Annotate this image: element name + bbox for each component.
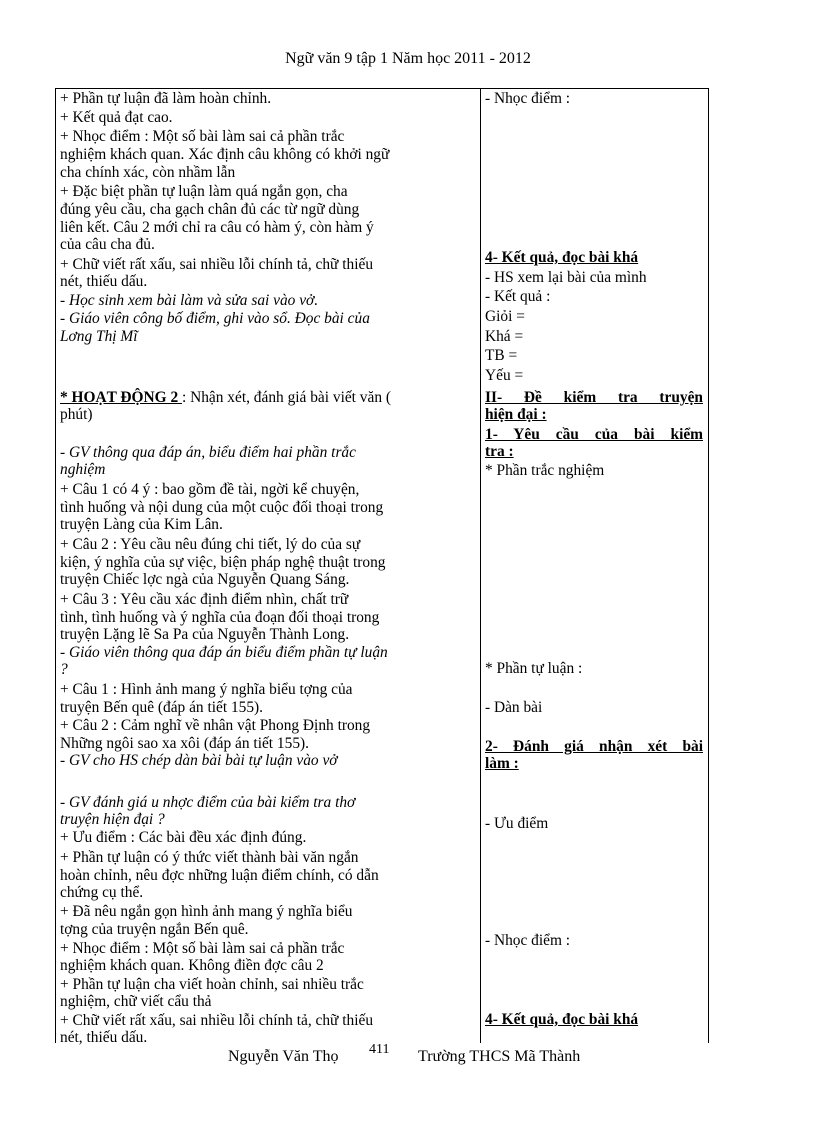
left-line: + Phần tự luận cha viết hoàn chỉnh, sai nhiều trắc <box>60 976 364 993</box>
right-heading: 4- Kết quả, đọc bài khá <box>485 1011 639 1028</box>
activity-heading-rest: : Nhận xét, đánh giá bài viết văn ( <box>182 389 391 406</box>
left-line: - Giáo viên công bố điểm, ghi vào sổ. Đọc bài của <box>60 310 370 327</box>
right-line: Yếu = <box>485 367 524 384</box>
left-line: đúng yêu cầu, cha gạch chân đủ các từ ngữ dùng <box>60 201 360 218</box>
left-line: tợng của truyện ngắn Bến quê. <box>60 921 249 938</box>
left-line: nghiệm <box>60 461 106 478</box>
left-line: + Đã nêu ngắn gọn hình ảnh mang ý nghĩa biểu <box>60 903 353 920</box>
footer-page-number: 411 <box>369 1042 390 1057</box>
right-line: TB = <box>485 347 518 364</box>
left-line: tình huống và nội dung của một cuộc đối thoại trong <box>60 499 384 516</box>
right-line: * Phần tự luận : <box>485 660 583 677</box>
left-line: nghiệm khách quan. Không điền đợc câu 2 <box>60 957 324 974</box>
left-line: của câu cha đủ. <box>60 236 155 253</box>
page-header: Ngữ văn 9 tập 1 Năm học 2011 - 2012 <box>285 50 531 67</box>
left-line: + Câu 1 : Hình ảnh mang ý nghĩa biểu tợng của <box>60 681 353 698</box>
left-line: + Chữ viết rất xấu, sai nhiều lỗi chính tả, chữ thiếu <box>60 1012 374 1029</box>
left-line: truyện Lặng lẽ Sa Pa của Nguyễn Thành Long. <box>60 626 350 643</box>
right-heading: hiện đại : <box>485 406 547 423</box>
left-line: - GV cho HS chép dàn bài bài tự luận vào vở <box>60 752 338 769</box>
lesson-table <box>55 88 709 1046</box>
right-heading: II- Đề kiểm tra truyện <box>485 389 703 406</box>
left-line: nét, thiếu dấu. <box>60 1029 148 1046</box>
left-line: nghiệm khách quan. Xác định câu không có khởi ngữ <box>60 146 390 163</box>
left-line: Những ngôi sao xa xôi (đáp án tiết 155). <box>60 735 309 752</box>
left-line: truyện hiện đại ? <box>60 811 165 828</box>
left-line: chứng cụ thể. <box>60 884 144 901</box>
left-line: phút) <box>60 406 93 423</box>
right-heading: 1- Yêu cầu của bài kiểm <box>485 426 703 443</box>
right-line: - HS xem lại bài của mình <box>485 269 647 286</box>
left-line: - Học sinh xem bài làm và sửa sai vào vở. <box>60 292 319 309</box>
right-line: - Nhọc điểm : <box>485 932 571 949</box>
left-line: + Câu 3 : Yêu cầu xác định điểm nhìn, chất trữ <box>60 591 349 608</box>
left-line: Lơng Thị Mĩ <box>60 328 138 345</box>
right-line: Giỏi = <box>485 308 525 325</box>
right-heading: tra : <box>485 443 514 460</box>
left-line: nghiệm, chữ viết cẩu thả <box>60 993 212 1010</box>
left-line: cha chính xác, còn nhầm lẫn <box>60 164 236 181</box>
right-heading: làm : <box>485 755 519 772</box>
left-line: + Câu 2 : Cảm nghĩ về nhân vật Phong Định trong <box>60 717 371 734</box>
left-line: liên kết. Câu 2 mới chỉ ra câu có hàm ý, còn hàm ý <box>60 219 374 236</box>
left-line: hoàn chỉnh, nêu đợc những luận điểm chính, có dẫn <box>60 867 379 884</box>
left-line: + Phần tự luận đã làm hoàn chỉnh. <box>60 90 272 107</box>
right-line: - Kết quả : <box>485 288 551 305</box>
right-line: - Ưu điểm <box>485 815 549 832</box>
left-line: + Chữ viết rất xấu, sai nhiều lỗi chính tả, chữ thiếu <box>60 256 374 273</box>
left-line: truyện Bến quê (đáp án tiết 155). <box>60 699 264 716</box>
footer-author: Nguyễn Văn Thọ <box>228 1048 339 1065</box>
left-line: tình, tình huống và ý nghĩa của đoạn đối thoại trong <box>60 609 380 626</box>
left-line: - Giáo viên thông qua đáp án biểu điểm phần tự luận <box>60 644 388 661</box>
activity-heading: * HOẠT ĐỘNG 2 : Nhận xét, đánh giá bài viết văn ( <box>60 389 391 406</box>
left-line: + Câu 2 : Yêu cầu nêu đúng chi tiết, lý do của sự <box>60 536 361 553</box>
left-line: + Phần tự luận có ý thức viết thành bài văn ngắn <box>60 849 359 866</box>
left-line: truyện Làng của Kim Lân. <box>60 516 223 533</box>
left-line: kiện, ý nghĩa của sự việc, biện pháp nghệ thuật trong <box>60 554 386 571</box>
left-line: truyện Chiếc lợc ngà của Nguyễn Quang Sáng. <box>60 571 350 588</box>
left-line: + Đặc biệt phần tự luận làm quá ngắn gọn, cha <box>60 183 348 200</box>
left-line: + Nhọc điểm : Một số bài làm sai cả phần trắc <box>60 940 345 957</box>
right-heading: 4- Kết quả, đọc bài khá <box>485 249 639 266</box>
left-line: - GV đánh giá u nhợc điểm của bài kiểm tra thơ <box>60 794 356 811</box>
right-line: * Phần trắc nghiệm <box>485 462 605 479</box>
left-line: + Ưu điểm : Các bài đều xác định đúng. <box>60 829 307 846</box>
left-line: ? <box>60 661 68 678</box>
left-line: + Nhọc điểm : Một số bài làm sai cả phần trắc <box>60 128 345 145</box>
left-line: nét, thiếu dấu. <box>60 273 148 290</box>
right-line: Khá = <box>485 328 524 345</box>
right-heading: 2- Đánh giá nhận xét bài <box>485 738 703 755</box>
left-line: + Kết quả đạt cao. <box>60 109 173 126</box>
left-line: + Câu 1 có 4 ý : bao gồm đề tài, ngời kể chuyện, <box>60 481 360 498</box>
right-line: - Nhọc điểm : <box>485 90 571 107</box>
left-line: - GV thông qua đáp án, biểu điểm hai phần trắc <box>60 444 356 461</box>
footer-school: Trường THCS Mã Thành <box>418 1048 581 1065</box>
column-divider <box>480 89 481 1043</box>
right-line: - Dàn bài <box>485 699 543 716</box>
